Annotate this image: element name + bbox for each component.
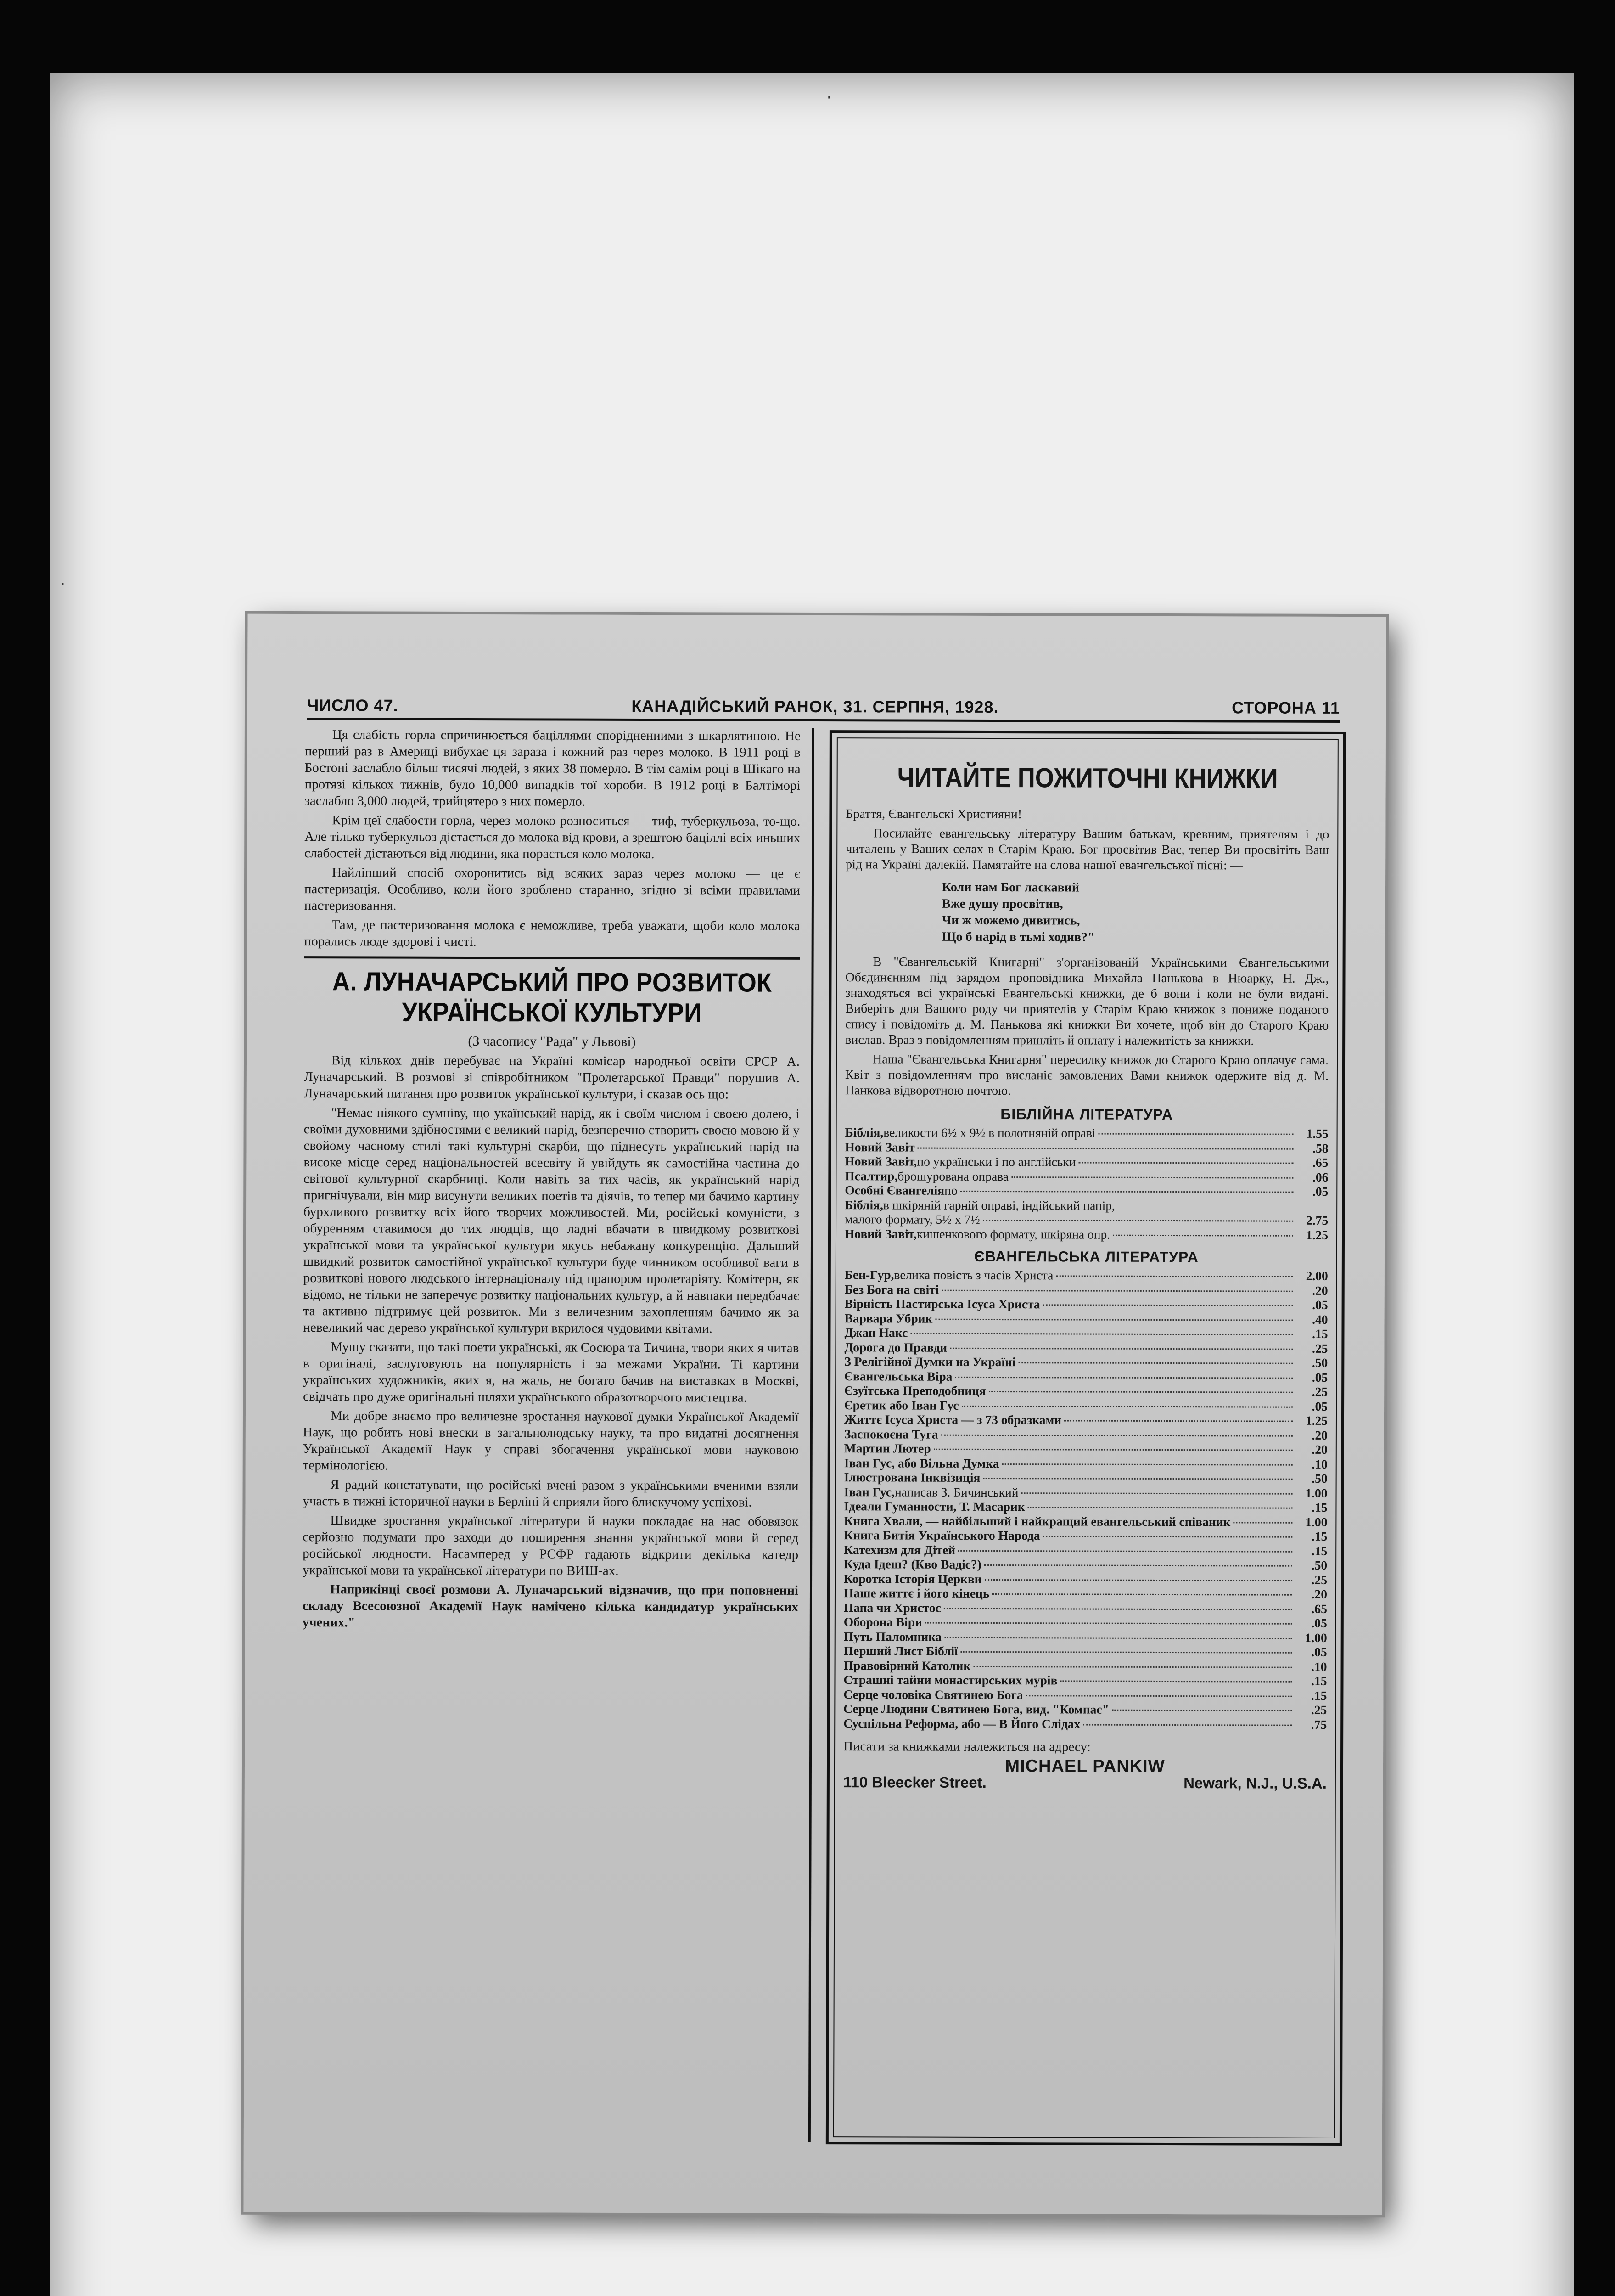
book-price: .75 (1311, 1717, 1327, 1732)
dot-leader (1056, 1275, 1293, 1277)
book-row (844, 1383, 1328, 1399)
book-description: по українськи і по англійськи (917, 1154, 1076, 1169)
dot-leader (960, 1191, 1294, 1193)
book-price: 1.00 (1305, 1486, 1328, 1500)
dot-leader (973, 1666, 1292, 1668)
intro-paragraph: Найліпший спосіб охоронитись від всяких зараз через молоко — це є пастеризація. Особливо, коли його зроблено старанно, згідно зі всіми правилами пастеризовання. (304, 865, 801, 913)
page-number: СТОРОНА 11 (1232, 698, 1340, 717)
book-price: .15 (1312, 1326, 1328, 1341)
book-title: Страшні тайни монастирських мурів (843, 1672, 1058, 1688)
book-price: .10 (1312, 1457, 1328, 1471)
dot-leader (958, 1550, 1292, 1552)
book-row (844, 1586, 1327, 1601)
article-title: А. ЛУНАЧАРСЬКИЙ ПРО РОЗВИТОК УКРАЇНСЬКОЇ КУЛЬТУРИ (332, 967, 772, 1028)
book-title: Правовірний Католик (843, 1658, 971, 1673)
book-row (845, 1212, 1328, 1227)
book-row (845, 1227, 1328, 1242)
book-title: Папа чи Христос (843, 1600, 941, 1615)
book-row (844, 1542, 1327, 1558)
film-speck: · (60, 574, 66, 595)
dot-leader (1064, 1420, 1293, 1422)
book-row (845, 1311, 1328, 1327)
dot-leader (1113, 1234, 1293, 1236)
dot-leader (1233, 1522, 1292, 1523)
article-paragraph: Мушу сказати, що такі поети українські, як Сосюра та Тичина, твори яких я читав в оригіналі, заслуговують на популярність і за межами України. Ті картини українських художників, яких я, на жаль, не богато бачив на виставках в Москві, свідчать про дуже оригінальні шляхи українського образотворчого мистецтва. (303, 1339, 799, 1405)
book-title: Псалтир, (845, 1168, 898, 1183)
article-paragraph: Швидке зростання української літератури й науки покладає на нас обовязок серйозно подумати про заходи до поширення знання української мови й серед російської людности. Насамперед у РСФР гадають відкрити декілька катедр української мови та української літератури по ВИШ-ах. (303, 1513, 799, 1578)
book-title: Ілюстрована Інквізиція (844, 1470, 981, 1485)
book-title: Біблія, (845, 1125, 884, 1140)
dot-leader (950, 1347, 1293, 1350)
poem-line: Чи ж можемо дивитись, (942, 913, 1080, 928)
book-price: .15 (1312, 1500, 1328, 1514)
book-title: Особні Євангелія (845, 1183, 945, 1198)
gospel-book-list (843, 1267, 1328, 1732)
book-price: .50 (1312, 1355, 1328, 1370)
book-row (844, 1485, 1328, 1500)
book-title: Ідеали Гуманности, Т. Масарик (844, 1499, 1025, 1514)
poem-line: Що б нарід в тьмі ходив?" (942, 929, 1095, 945)
book-price: .58 (1312, 1141, 1329, 1155)
book-title: Куда Ідеш? (Кво Вадіс?) (844, 1557, 981, 1571)
left-column (303, 726, 801, 1635)
publisher-name: MICHAEL PANKIW (1005, 1756, 1165, 1776)
dot-leader (1078, 1162, 1293, 1164)
publisher-city: Newark, N.J., U.S.A. (1183, 1774, 1327, 1792)
book-price: .25 (1312, 1341, 1328, 1356)
book-price: .05 (1312, 1184, 1329, 1199)
book-price: .25 (1311, 1702, 1327, 1717)
book-row (845, 1267, 1328, 1283)
book-title: Вірність Пастирська Ісуса Христа (844, 1296, 1040, 1311)
page-header (307, 687, 1340, 718)
ad-intro: Посилайте евангельську літературу Вашим батькам, кревним, приятелям і до читалень у Ваших селах в Старім Краю. Бог просвітив Вас, тепер Ви просвітіть Ваш рід на Україні далекій. Памятайте на слова нашої евангельської пісні: — (846, 826, 1329, 873)
book-title: Наше життє і його кінець (843, 1586, 990, 1600)
dot-leader (1002, 1463, 1292, 1466)
article-paragraph: Від кількох днів перебуває на Україні комісар народньої освіти СРСР А. Луначарський. В розмові зі співробітником "Пролетарської Правди" порушив А. Луначарський питання про розвиток української культури, і сказав ось що: (303, 1053, 800, 1102)
dot-leader (942, 1289, 1293, 1292)
issue-number: ЧИСЛО 47. (307, 696, 398, 715)
book-description: написав З. Бичинський (894, 1484, 1019, 1499)
book-price: .15 (1311, 1543, 1328, 1558)
masthead-date: КАНАДІЙСЬКИЙ РАНОК, 31. СЕРПНЯ, 1928. (631, 696, 999, 717)
book-row (844, 1557, 1327, 1572)
dot-leader (962, 1405, 1293, 1407)
book-title: Перший Лист Біблії (843, 1643, 958, 1658)
book-row (844, 1528, 1327, 1543)
dot-leader (983, 1478, 1292, 1480)
dot-leader (989, 1391, 1293, 1393)
book-price: .25 (1312, 1384, 1328, 1399)
book-title: Єретик або Іван Гус (844, 1397, 959, 1412)
book-title: Єзуїтська Преподобниця (844, 1383, 986, 1398)
book-price: .05 (1311, 1615, 1327, 1630)
dot-leader (1026, 1695, 1292, 1697)
book-row (844, 1340, 1328, 1356)
book-title: Новий Завіт (845, 1139, 915, 1154)
dot-leader (983, 1220, 1293, 1222)
dot-leader (944, 1608, 1292, 1610)
book-title: Катехизм для Дітей (844, 1542, 956, 1557)
book-title: Новий Завіт, (845, 1154, 917, 1169)
book-row (844, 1398, 1328, 1413)
article-paragraph: Ми добре знаємо про величезне зростання наукової думки Української Академії Наук, що робить нові внески в загальнолюдську науку, та про видатні досягнення Української Академії Наук у справі збогачення української мови науковою термінологією. (303, 1408, 799, 1473)
book-price: .06 (1312, 1170, 1329, 1184)
book-price: .20 (1312, 1428, 1328, 1442)
book-title: Життє Ісуса Христа — з 73 образками (844, 1412, 1062, 1427)
book-row (844, 1615, 1327, 1630)
newspaper-page (243, 614, 1386, 2215)
book-title: Книга Битія Українського Народа (844, 1528, 1040, 1543)
book-row (844, 1571, 1327, 1587)
book-title: Новий Завіт, (844, 1226, 917, 1241)
dot-leader (944, 1637, 1292, 1639)
book-title: З Релігійної Думки на Україні (844, 1354, 1016, 1369)
book-price: 2.00 (1306, 1268, 1328, 1283)
publisher-address (843, 1774, 1327, 1791)
book-row (845, 1198, 1328, 1213)
book-title: Суспільна Реформа, або — В Його Слідах (843, 1716, 1081, 1731)
dot-leader (1011, 1176, 1293, 1179)
book-title: Варвара Убрик (844, 1311, 933, 1326)
book-price: .40 (1312, 1312, 1328, 1327)
dot-leader (1083, 1724, 1292, 1726)
intro-paragraph: Крім цеї слабости горла, через молоко розноситься — тиф, туберкульоза, то-що. Але тілько туберкульоз дістається до молока від крови, а зрештою баціллі всіх иньших слабостей дістаються від людини, яка порається коло молока. (304, 813, 801, 862)
book-advertisement (826, 730, 1346, 2146)
ad-shipping: Наша "Євангельська Книгарня" пересилку книжок до Старого Краю оплачує сама. Квіт з повідомленням про висланіє замовлених Вами книжок одержите від д. М. Панкова відворотною почтою. (845, 1052, 1329, 1098)
book-row (843, 1716, 1327, 1732)
book-row (844, 1600, 1327, 1616)
gospel-section-heading: ЄВАНГЕЛЬСЬКА ЛІТЕРАТУРА (974, 1248, 1199, 1266)
book-row (845, 1154, 1328, 1170)
bible-book-list (845, 1125, 1329, 1242)
dot-leader (1043, 1536, 1293, 1537)
dot-leader (935, 1318, 1293, 1321)
book-row (844, 1427, 1328, 1442)
book-title: Путь Паломника (843, 1629, 942, 1644)
article-source: (З часопису "Рада" у Львові) (468, 1034, 636, 1049)
article-paragraph: Наприкінці своєї розмови А. Луначарський відзначив, що при поповненні складу Всесоюзної Академії Наук намічено кілька кандидатур українських учених." (302, 1582, 799, 1630)
book-title: Іван Гус, (844, 1484, 895, 1499)
film-speck: · (826, 87, 832, 108)
dot-leader (1018, 1362, 1293, 1364)
book-price: .20 (1311, 1587, 1328, 1601)
poem-line: Вже душу просвітив, (942, 896, 1063, 912)
book-title: Книга Хвали, — найбільший і найкращий евангельський співаник (844, 1513, 1231, 1529)
book-price: .05 (1312, 1399, 1328, 1413)
book-row (845, 1183, 1328, 1199)
book-price: .05 (1312, 1370, 1328, 1384)
book-price: .05 (1312, 1297, 1328, 1312)
book-title: Серце Людини Святинею Бога, вид. "Компас" (843, 1701, 1109, 1716)
book-row (845, 1282, 1328, 1298)
book-description: велика повість з часів Христа (894, 1267, 1054, 1283)
book-title: Дорога до Правди (844, 1339, 948, 1355)
book-row (843, 1687, 1327, 1703)
dot-leader (1043, 1304, 1293, 1306)
book-row (843, 1701, 1327, 1717)
book-price: .50 (1311, 1558, 1328, 1572)
book-description: в шкіряній гарній оправі, індійський папір, (883, 1197, 1115, 1213)
book-title: Оборона Віри (843, 1615, 923, 1629)
book-title: Заспокоєна Туга (844, 1426, 938, 1441)
ad-greeting: Браття, Євангельскі Християни! (846, 807, 1022, 822)
dot-leader (985, 1579, 1293, 1581)
book-description: великости 6½ x 9½ в полотняній оправі (883, 1125, 1096, 1140)
dot-leader (1112, 1710, 1292, 1711)
book-title: Без Бога на світі (844, 1282, 939, 1297)
book-description: малого формату, 5½ x 7½ (845, 1212, 980, 1227)
dot-leader (984, 1564, 1292, 1567)
book-price: .25 (1311, 1572, 1328, 1587)
book-row (843, 1672, 1327, 1688)
dot-leader (918, 1147, 1294, 1149)
dot-leader (961, 1651, 1292, 1654)
book-title: Коротка Історія Церкви (844, 1571, 982, 1586)
article-paragraph: "Немає ніякого сумніву, що укаїнський нарід, як і своїм числом і своєю долею, і своїми духовними здібностями є великий нарід, безперечно створить своєю мовою й у свойому часному стилі такі культурні скарби, що піднесуть український нарід на високе місце серед національностей всесвіту й увійдуть як самостійна частина до світової культурної скарбниці. Коли навіть за тих часів, як український нарід пригнічували, він мир висунути великих поетів та діячів, то тепер ми бачимо картину бурхливого розвитку всіх його творчих можливостей. Ми, російські комуністи, з обуренням ставимося до тих людців, що ладні вбачати в швидкому розвиткові української мови та української культури якусь небажану конкуренцію. Дальший швидкий розвиток самостійної української культури буде чинником особливої ваги в розвиткові нового людського інтернаціоналу під прапором пролетаріяту. Комітерн, як відомо, не тільки не заперечує розвитку національних культур, а й навпаки передбачає та активно підтримує цей розвиток. Ми з величезним захопленням бачимо як за невеликий час дерево української культури вкрилося чудовими квітами. (303, 1105, 800, 1336)
book-price: .65 (1311, 1601, 1327, 1616)
book-price: 1.00 (1305, 1514, 1328, 1529)
book-price: .20 (1312, 1283, 1328, 1298)
book-row (845, 1140, 1328, 1155)
book-price: .50 (1312, 1471, 1328, 1486)
intro-paragraph: Там, де пастеризовання молока є неможливе, треба уважати, щоби коло молока порались люде здорові і чисті. (304, 917, 800, 950)
book-description: брошурована оправа (897, 1168, 1009, 1183)
book-price: 2.75 (1306, 1213, 1329, 1227)
book-description: кишенкового формату, шкіряна опр. (916, 1227, 1110, 1242)
article-separator (304, 956, 800, 960)
dot-leader (955, 1376, 1293, 1379)
dot-leader (941, 1434, 1293, 1436)
dot-leader (1099, 1133, 1294, 1135)
book-row (844, 1514, 1327, 1529)
book-price: 1.55 (1306, 1126, 1329, 1141)
bible-section-heading: БІБЛІЙНА ЛІТЕРАТУРА (1000, 1106, 1173, 1123)
book-price: .05 (1311, 1644, 1327, 1659)
book-title: Євангельська Віра (844, 1368, 953, 1384)
book-price: .10 (1311, 1659, 1327, 1674)
book-price: .15 (1311, 1688, 1327, 1703)
dot-leader (910, 1333, 1293, 1335)
publisher-street: 110 Bleecker Street. (843, 1773, 987, 1791)
book-row (845, 1296, 1328, 1312)
book-row (844, 1658, 1327, 1674)
book-price: .15 (1311, 1529, 1328, 1543)
book-title: Бен-Гур, (844, 1267, 894, 1282)
book-row (844, 1499, 1327, 1514)
intro-paragraph: Ця слабість горла спричинюється баціллями споріднениими з шкарлятиною. Не перший раз в Америці вибухає ця зараза і кожний раз через молоко. В 1911 році в Бостоні заслабло більш тисячі людей, з яких 38 померло. В тім самім році в Шікаго на протязі кількох тижнів, було 10,000 випадків тої хороби. В 1912 році в Балтіморі заслабло 3,000 людей, трийцятеро з них померло. (304, 727, 801, 809)
book-row (845, 1169, 1328, 1184)
dot-leader (925, 1622, 1292, 1625)
article-paragraph: Я радий констатувати, що російські вчені разом з українськими вченими взяли участь в тижні історичної науки в Берліні й сприяли його блискучому успіхові. (303, 1477, 799, 1510)
book-row (844, 1643, 1327, 1659)
ad-title: ЧИТАЙТЕ ПОЖИТОЧНІ КНИЖКИ (897, 762, 1278, 794)
dot-leader (1021, 1492, 1292, 1495)
book-price: 1.25 (1305, 1413, 1328, 1428)
dot-leader (992, 1593, 1292, 1596)
book-price: .65 (1312, 1155, 1329, 1170)
book-row (844, 1629, 1327, 1645)
book-row (844, 1441, 1328, 1457)
poem-line: Коли нам Бог ласкавий (942, 880, 1080, 895)
book-price: .20 (1312, 1442, 1328, 1457)
book-row (844, 1369, 1328, 1384)
book-row (844, 1325, 1328, 1341)
order-note: Писати за книжками належиться на адресу: (843, 1739, 1091, 1755)
book-row (844, 1412, 1328, 1428)
dot-leader (1028, 1507, 1293, 1509)
book-description: по (944, 1183, 958, 1198)
book-title: Біблія, (845, 1197, 883, 1212)
book-title: Мартин Лютер (844, 1441, 931, 1456)
book-title: Іван Гус, або Вільна Думка (844, 1455, 999, 1470)
book-row (844, 1470, 1328, 1486)
dot-leader (1060, 1680, 1292, 1682)
ad-poem (942, 879, 1329, 946)
book-row (844, 1354, 1328, 1370)
book-row (844, 1456, 1328, 1471)
book-row (845, 1125, 1329, 1141)
book-price: 1.00 (1305, 1630, 1327, 1645)
book-title: Серце чоловіка Святинею Бога (843, 1687, 1023, 1702)
ad-info: В "Євангельській Книгарні" з'організованій Українськими Євангельськими Обєдинєнням під зарядом проповідника Михайла Панькова в Нюарку, Н. Дж., знаходяться всі українські Евангельські книжки, де б вони і коли не були видані. Виберіть для Вашого роду чи приятелів у Старім Краю книжок з пониже поданого спису і повідоміть д. М. Панькова які книжки Ви хочете, щоб він до Старого Краю вислав. Враз з повідомленням пришліть й оплату і належитість за книжки. (845, 955, 1329, 1048)
book-price: 1.25 (1306, 1227, 1329, 1242)
book-price: .15 (1311, 1673, 1327, 1688)
dot-leader (934, 1449, 1293, 1451)
book-title: Джан Накс (844, 1325, 908, 1340)
